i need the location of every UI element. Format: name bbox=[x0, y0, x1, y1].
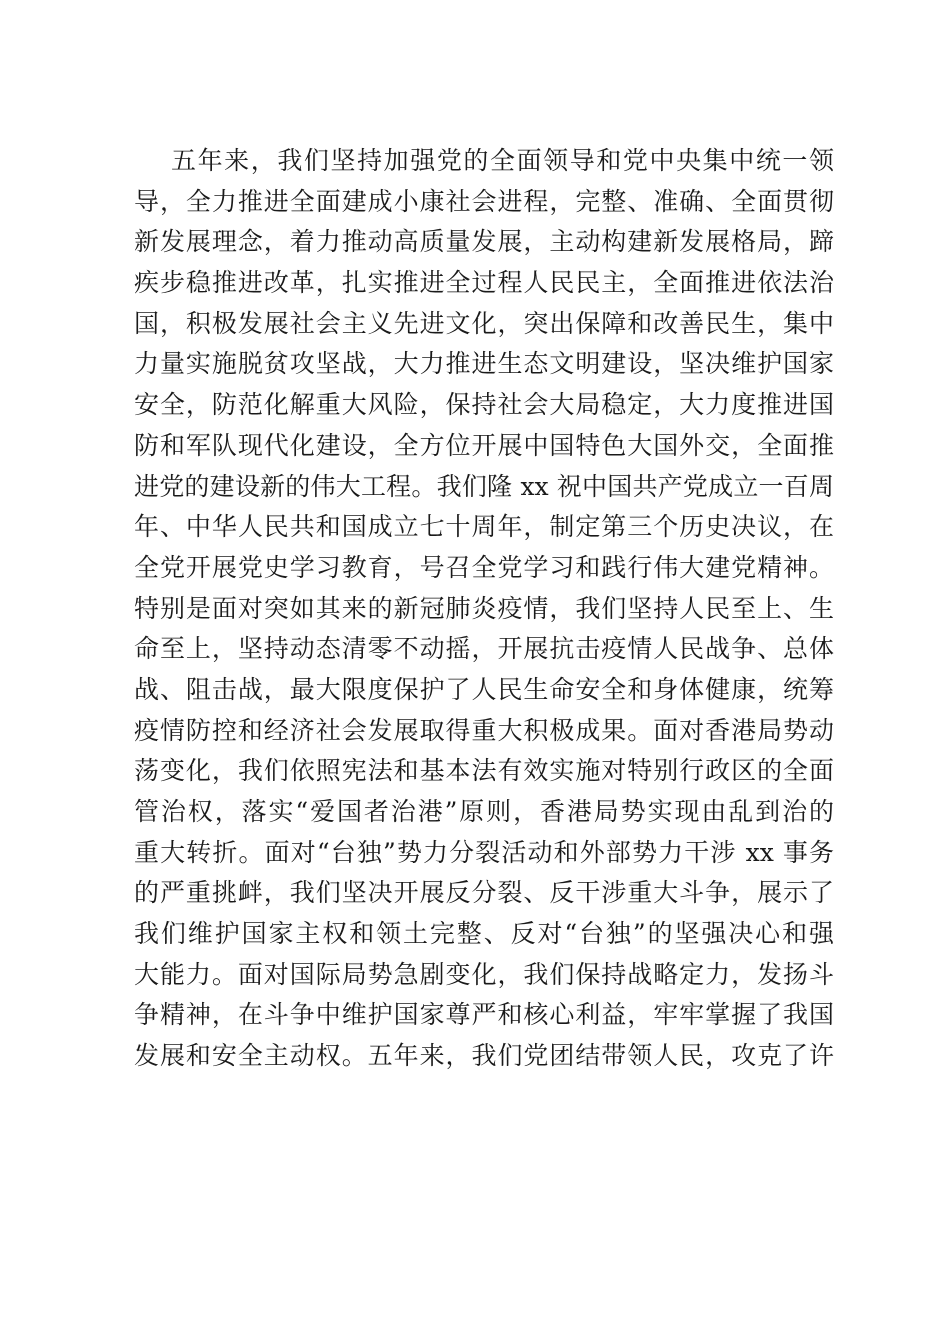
paragraph-line: 战、阻击战，最大限度保护了人民生命安全和身体健康，统筹 bbox=[134, 674, 834, 704]
paragraph-line: 大能力。面对国际局势急剧变化，我们保持战略定力，发扬斗 bbox=[134, 959, 834, 989]
paragraph-line: 疾步稳推进改革，扎实推进全过程人民民主，全面推进依法治 bbox=[134, 268, 834, 298]
paragraph-line: 荡变化，我们依照宪法和基本法有效实施对特别行政区的全面 bbox=[134, 756, 834, 786]
paragraph-line: 发展和安全主动权。五年来，我们党团结带领人民，攻克了许 bbox=[134, 1041, 834, 1071]
paragraph-line: 特别是面对突如其来的新冠肺炎疫情，我们坚持人民至上、生 bbox=[134, 593, 834, 623]
paragraph-line: 安全，防范化解重大风险，保持社会大局稳定，大力度推进国 bbox=[134, 390, 834, 420]
paragraph-line: 管治权，落实“爱国者治港”原则，香港局势实现由乱到治的 bbox=[134, 797, 834, 826]
paragraph-line: 全党开展党史学习教育，号召全党学习和践行伟大建党精神。 bbox=[134, 552, 834, 582]
body-paragraph bbox=[134, 141, 834, 1077]
paragraph-line: 国，积极发展社会主义先进文化，突出保障和改善民生，集中 bbox=[134, 308, 834, 338]
paragraph-line: 五年来，我们坚持加强党的全面领导和党中央集中统一领 bbox=[171, 146, 834, 175]
paragraph-line: 争精神，在斗争中维护国家尊严和核心利益，牢牢掌握了我国 bbox=[134, 1000, 834, 1030]
paragraph-line: 防和军队现代化建设，全方位开展中国特色大国外交，全面推 bbox=[134, 430, 834, 460]
paragraph-line: 导，全力推进全面建成小康社会进程，完整、准确、全面贯彻 bbox=[134, 186, 834, 216]
paragraph-line: 进党的建设新的伟大工程。我们隆 xx 祝中国共产党成立一百周 bbox=[134, 471, 834, 501]
paragraph-line: 年、中华人民共和国成立七十周年，制定第三个历史决议，在 bbox=[134, 512, 834, 542]
paragraph-line: 新发展理念，着力推动高质量发展，主动构建新发展格局，蹄 bbox=[134, 227, 834, 257]
paragraph-line: 疫情防控和经济社会发展取得重大积极成果。面对香港局势动 bbox=[134, 715, 834, 745]
paragraph-line: 命至上，坚持动态清零不动摇，开展抗击疫情人民战争、总体 bbox=[134, 634, 834, 664]
paragraph-line: 重大转折。面对“台独”势力分裂活动和外部势力干涉 xx 事务 bbox=[134, 837, 834, 867]
paragraph-line: 的严重挑衅，我们坚决开展反分裂、反干涉重大斗争，展示了 bbox=[134, 878, 834, 908]
paragraph-line: 我们维护国家主权和领土完整、反对“台独”的坚强决心和强 bbox=[134, 919, 834, 949]
paragraph-line: 力量实施脱贫攻坚战，大力推进生态文明建设，坚决维护国家 bbox=[134, 349, 834, 379]
